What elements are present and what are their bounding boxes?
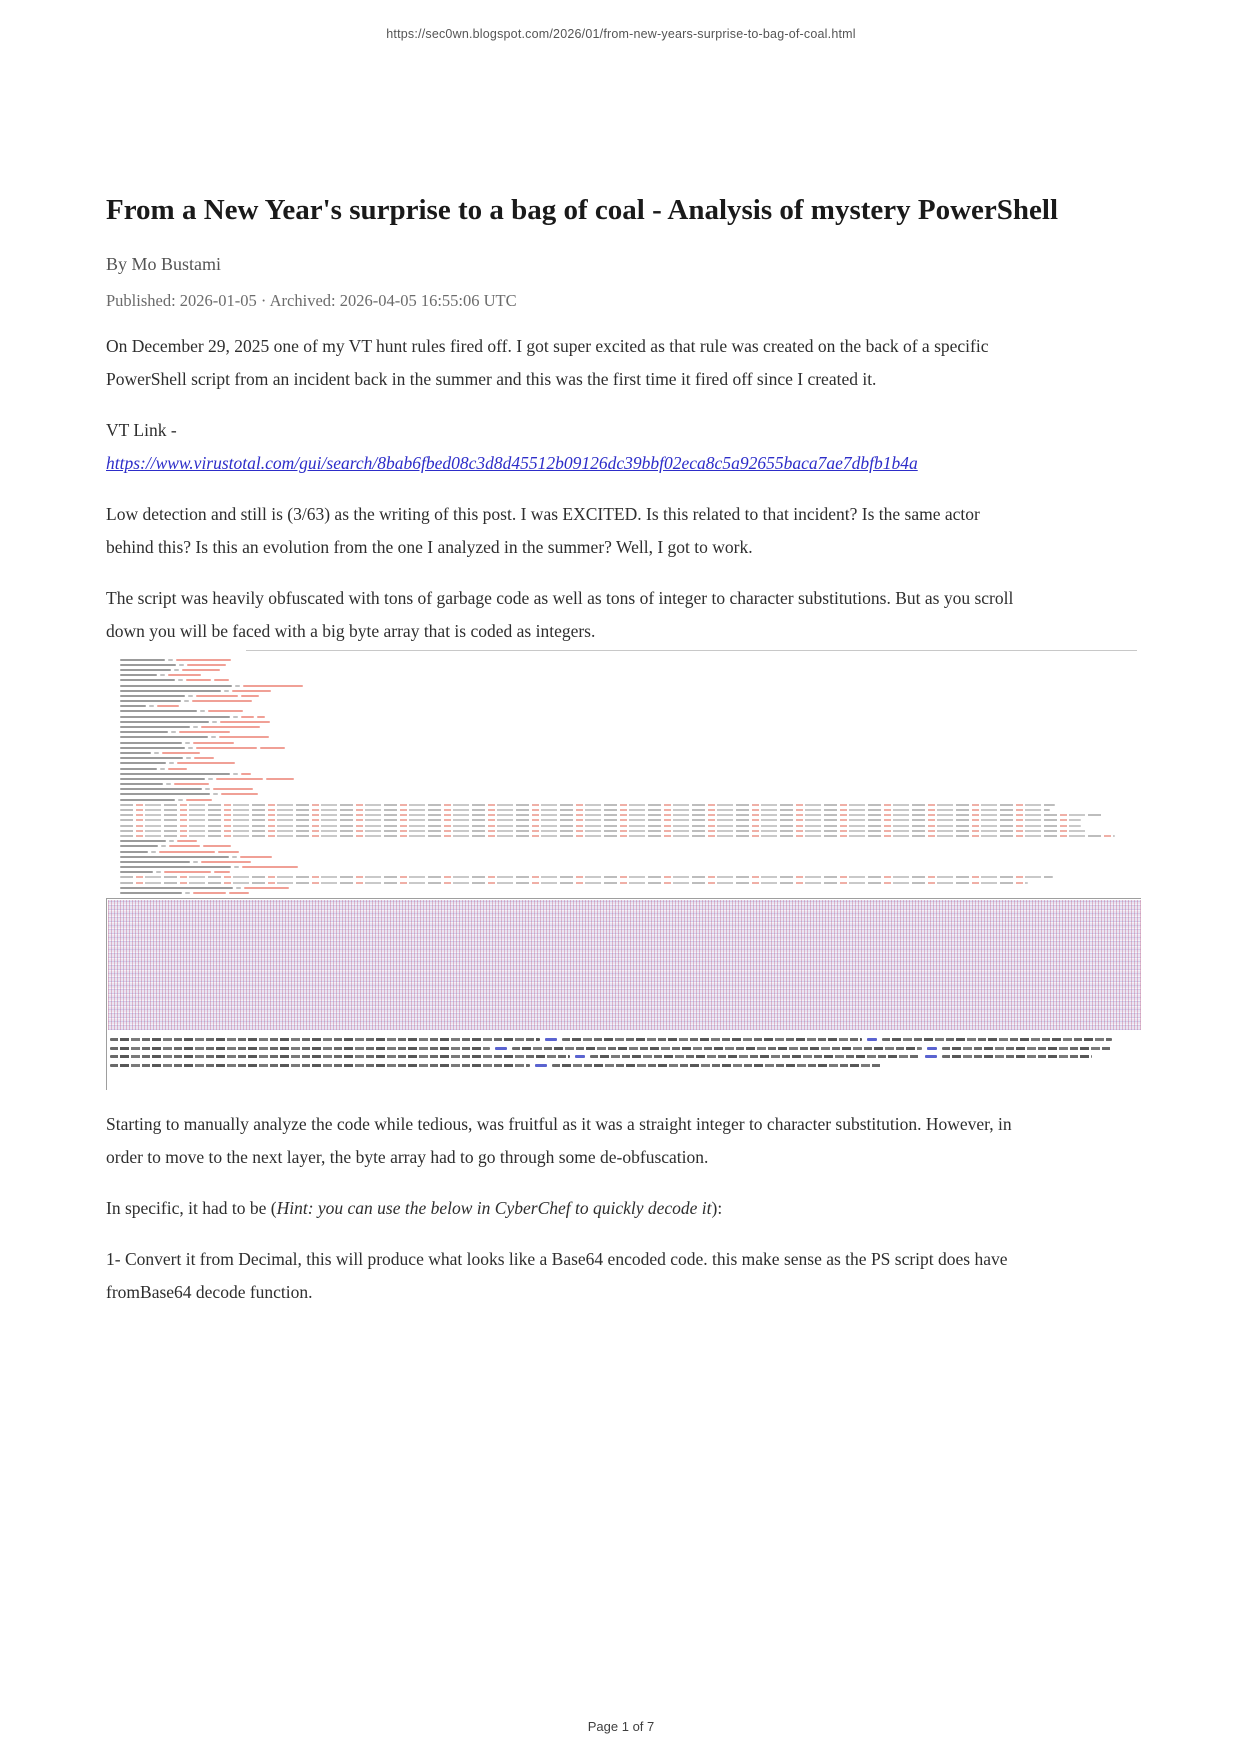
code-noise-segment — [234, 866, 239, 868]
hint-italic: Hint: you can use the below in CyberChef to quickly decode it — [276, 1198, 712, 1218]
code-noise-segment — [512, 1047, 922, 1050]
code-noise-segment — [120, 690, 221, 692]
code-noise-segment — [232, 856, 237, 858]
code-noise-segment — [214, 679, 229, 681]
code-noise-segment — [162, 752, 200, 754]
vt-link[interactable]: https://www.virustotal.com/gui/search/8bab6fbed08c3d8d45512b09126dc39bbf02eca8c5a92655baca7ae7dbfb1b4a — [106, 453, 918, 473]
code-noise-segment — [120, 752, 151, 754]
code-noise-segment — [244, 887, 290, 889]
page-header-url: https://sec0wn.blogspot.com/2026/01/from-new-years-surprise-to-bag-of-coal.html — [386, 27, 856, 41]
code-noise-segment — [120, 809, 1050, 811]
code-noise-segment — [164, 871, 211, 873]
code-noise-segment — [120, 742, 182, 744]
code-noise-segment — [120, 876, 1053, 878]
code-noise-segment — [120, 778, 205, 780]
code-noise-segment — [184, 700, 189, 702]
code-noise-segment — [120, 851, 148, 853]
code-noise-segment — [214, 871, 230, 873]
code-noise-segment — [169, 840, 174, 842]
paragraph-detection: Low detection and still is (3/63) as the writing of this post. I was EXCITED. Is this related to that incident? Is the same actor behind this? Is this an evolution from the one I analyzed in the summer? Well, I got to work. — [106, 504, 980, 557]
code-noise-segment — [201, 861, 252, 863]
code-noise-segment — [179, 731, 230, 733]
code-noise-segment — [942, 1055, 1092, 1058]
code-noise-lines — [120, 657, 1141, 896]
code-noise-segment — [168, 659, 173, 661]
code-noise-segment — [925, 1055, 937, 1058]
code-noise-segment — [562, 1038, 862, 1041]
code-noise-segment — [196, 695, 238, 697]
code-noise-segment — [171, 731, 176, 733]
code-noise-segment — [120, 716, 230, 718]
code-noise-segment — [185, 892, 190, 894]
byte-array-screenshot — [106, 898, 1141, 1090]
code-noise-segment — [201, 726, 260, 728]
code-noise-segment — [188, 695, 193, 697]
paragraph-step1: 1- Convert it from Decimal, this will produce what looks like a Base64 encoded code. this make sense as the PS script does have fromBase64 decode function. — [106, 1249, 1008, 1302]
vt-link-label: VT Link - — [106, 420, 177, 440]
code-noise-segment — [218, 851, 239, 853]
code-noise-segment — [927, 1047, 937, 1050]
code-noise-segment — [882, 1038, 1112, 1041]
code-noise-segment — [220, 721, 270, 723]
code-noise-segment — [120, 882, 1028, 884]
code-noise-segment — [233, 716, 238, 718]
code-noise-segment — [174, 669, 179, 671]
code-noise-segment — [120, 705, 146, 707]
code-noise-segment — [203, 845, 230, 847]
code-noise-segment — [177, 762, 235, 764]
code-line — [120, 890, 1141, 895]
code-noise-segment — [942, 1047, 1112, 1050]
page-footer: Page 1 of 7 — [587, 1719, 655, 1734]
code-noise-segment — [241, 716, 254, 718]
byline: By Mo Bustami — [106, 254, 222, 274]
code-noise-segment — [120, 757, 183, 759]
code-noise-segment — [242, 866, 298, 868]
decoder-noise-lines — [110, 1035, 1141, 1070]
code-noise-segment — [120, 783, 163, 785]
code-noise-segment — [160, 768, 165, 770]
code-noise-segment — [182, 669, 220, 671]
code-noise-segment — [232, 690, 270, 692]
code-noise-segment — [120, 762, 166, 764]
code-noise-segment — [120, 726, 190, 728]
code-noise-segment — [168, 768, 187, 770]
code-noise-segment — [161, 845, 166, 847]
code-noise-segment — [221, 793, 258, 795]
paragraph-hint — [106, 1192, 1018, 1225]
code-noise-segment — [213, 788, 253, 790]
code-noise-segment — [157, 705, 179, 707]
code-noise-segment — [120, 768, 157, 770]
code-noise-segment — [224, 690, 229, 692]
code-noise-segment — [120, 659, 165, 661]
code-noise-segment — [120, 685, 232, 687]
code-noise-segment — [120, 825, 1081, 827]
code-noise-segment — [120, 835, 1115, 837]
code-noise-segment — [205, 788, 210, 790]
paragraph-analysis: Starting to manually analyze the code while tedious, was fruitful as it was a straight integer to character substitution. However, in order to move to the next layer, the byte array had to go through some de-obfuscation. — [106, 1114, 1012, 1167]
code-noise-segment — [120, 861, 190, 863]
code-noise-segment — [169, 762, 174, 764]
code-noise-segment — [120, 747, 185, 749]
code-noise-segment — [120, 793, 210, 795]
code-noise-segment — [185, 742, 190, 744]
code-noise-segment — [120, 871, 153, 873]
code-noise-segment — [120, 819, 1081, 821]
code-line — [110, 1053, 1141, 1062]
code-noise-segment — [120, 840, 166, 842]
code-noise-segment — [120, 892, 182, 894]
code-noise-segment — [240, 856, 272, 858]
code-noise-segment — [552, 1064, 882, 1067]
code-noise-segment — [193, 726, 198, 728]
code-noise-segment — [160, 674, 165, 676]
code-noise-segment — [212, 721, 217, 723]
code-noise-segment — [151, 851, 156, 853]
code-noise-segment — [168, 674, 200, 676]
code-noise-segment — [194, 757, 214, 759]
code-noise-segment — [120, 773, 230, 775]
code-noise-segment — [110, 1038, 540, 1041]
code-noise-segment — [149, 705, 154, 707]
code-noise-segment — [196, 747, 257, 749]
code-noise-segment — [120, 866, 231, 868]
code-noise-segment — [120, 830, 1086, 832]
code-noise-segment — [235, 685, 240, 687]
publish-meta: Published: 2026-01-05 · Archived: 2026-04-05 16:55:06 UTC — [106, 291, 517, 310]
code-noise-segment — [178, 679, 183, 681]
code-noise-segment — [211, 736, 216, 738]
code-noise-segment — [187, 664, 225, 666]
code-noise-segment — [120, 664, 176, 666]
code-noise-segment — [535, 1064, 547, 1067]
code-noise-segment — [120, 804, 1055, 806]
code-noise-segment — [867, 1038, 877, 1041]
code-noise-segment — [120, 710, 197, 712]
code-noise-segment — [120, 814, 1102, 816]
code-noise-segment — [241, 773, 251, 775]
hint-prefix: In specific, it had to be ( — [106, 1198, 277, 1218]
code-noise-segment — [260, 747, 285, 749]
code-noise-segment — [120, 788, 202, 790]
code-noise-segment — [208, 778, 213, 780]
code-noise-segment — [120, 731, 168, 733]
paragraph-vt-link — [106, 414, 1018, 480]
code-noise-segment — [213, 793, 218, 795]
article — [106, 0, 1141, 1309]
code-noise-segment — [176, 659, 232, 661]
code-noise-segment — [120, 700, 181, 702]
code-line — [110, 1044, 1141, 1053]
code-noise-segment — [200, 710, 205, 712]
obfuscated-code-screenshot — [106, 648, 1141, 898]
code-noise-segment — [166, 783, 171, 785]
code-noise-segment — [110, 1055, 570, 1058]
code-noise-segment — [236, 887, 241, 889]
code-noise-segment — [120, 679, 175, 681]
paragraph-obfuscation: The script was heavily obfuscated with tons of garbage code as well as tons of integer to character substitutions. But as you scroll down you will be faced with a big byte array that is coded as integers. — [106, 588, 1014, 641]
code-line — [110, 1061, 1141, 1070]
code-noise-segment — [156, 871, 161, 873]
code-noise-segment — [495, 1047, 507, 1050]
code-noise-segment — [178, 799, 183, 801]
article-title: From a New Year's surprise to a bag of coal - Analysis of mystery PowerShell — [106, 194, 1059, 226]
code-noise-segment — [219, 736, 269, 738]
code-noise-segment — [229, 892, 250, 894]
code-noise-segment — [590, 1055, 920, 1058]
code-noise-segment — [193, 742, 234, 744]
code-noise-segment — [169, 845, 201, 847]
code-noise-segment — [192, 700, 251, 702]
code-noise-segment — [186, 757, 191, 759]
code-noise-segment — [120, 721, 209, 723]
screenshot-divider-line — [246, 650, 1137, 651]
code-noise-segment — [120, 736, 208, 738]
code-noise-segment — [186, 799, 213, 801]
code-noise-segment — [233, 773, 238, 775]
code-noise-segment — [120, 669, 171, 671]
code-noise-segment — [120, 887, 233, 889]
byte-array-highlight — [108, 900, 1141, 1030]
code-noise-segment — [193, 892, 226, 894]
code-noise-segment — [120, 845, 158, 847]
code-noise-segment — [186, 679, 211, 681]
code-noise-segment — [177, 840, 197, 842]
code-noise-segment — [120, 674, 157, 676]
code-noise-segment — [241, 695, 259, 697]
code-noise-segment — [257, 716, 265, 718]
code-noise-segment — [159, 851, 215, 853]
code-noise-segment — [243, 685, 303, 687]
code-line — [110, 1035, 1141, 1044]
code-noise-segment — [545, 1038, 557, 1041]
code-noise-segment — [208, 710, 242, 712]
code-noise-segment — [154, 752, 159, 754]
code-noise-segment — [193, 861, 198, 863]
code-noise-segment — [188, 747, 193, 749]
code-noise-segment — [120, 856, 229, 858]
code-noise-segment — [120, 695, 185, 697]
code-noise-segment — [110, 1047, 490, 1050]
code-noise-segment — [174, 783, 209, 785]
code-noise-segment — [120, 799, 175, 801]
paragraph-intro: On December 29, 2025 one of my VT hunt rules fired off. I got super excited as that rule was created on the back of a specific PowerShell script from an incident back in the summer and this was the first time it fired off since I created it. — [106, 336, 989, 389]
code-noise-segment — [266, 778, 294, 780]
hint-suffix: ): — [711, 1198, 723, 1218]
code-noise-segment — [179, 664, 184, 666]
code-noise-segment — [216, 778, 262, 780]
code-noise-segment — [575, 1055, 585, 1058]
code-noise-segment — [110, 1064, 530, 1067]
